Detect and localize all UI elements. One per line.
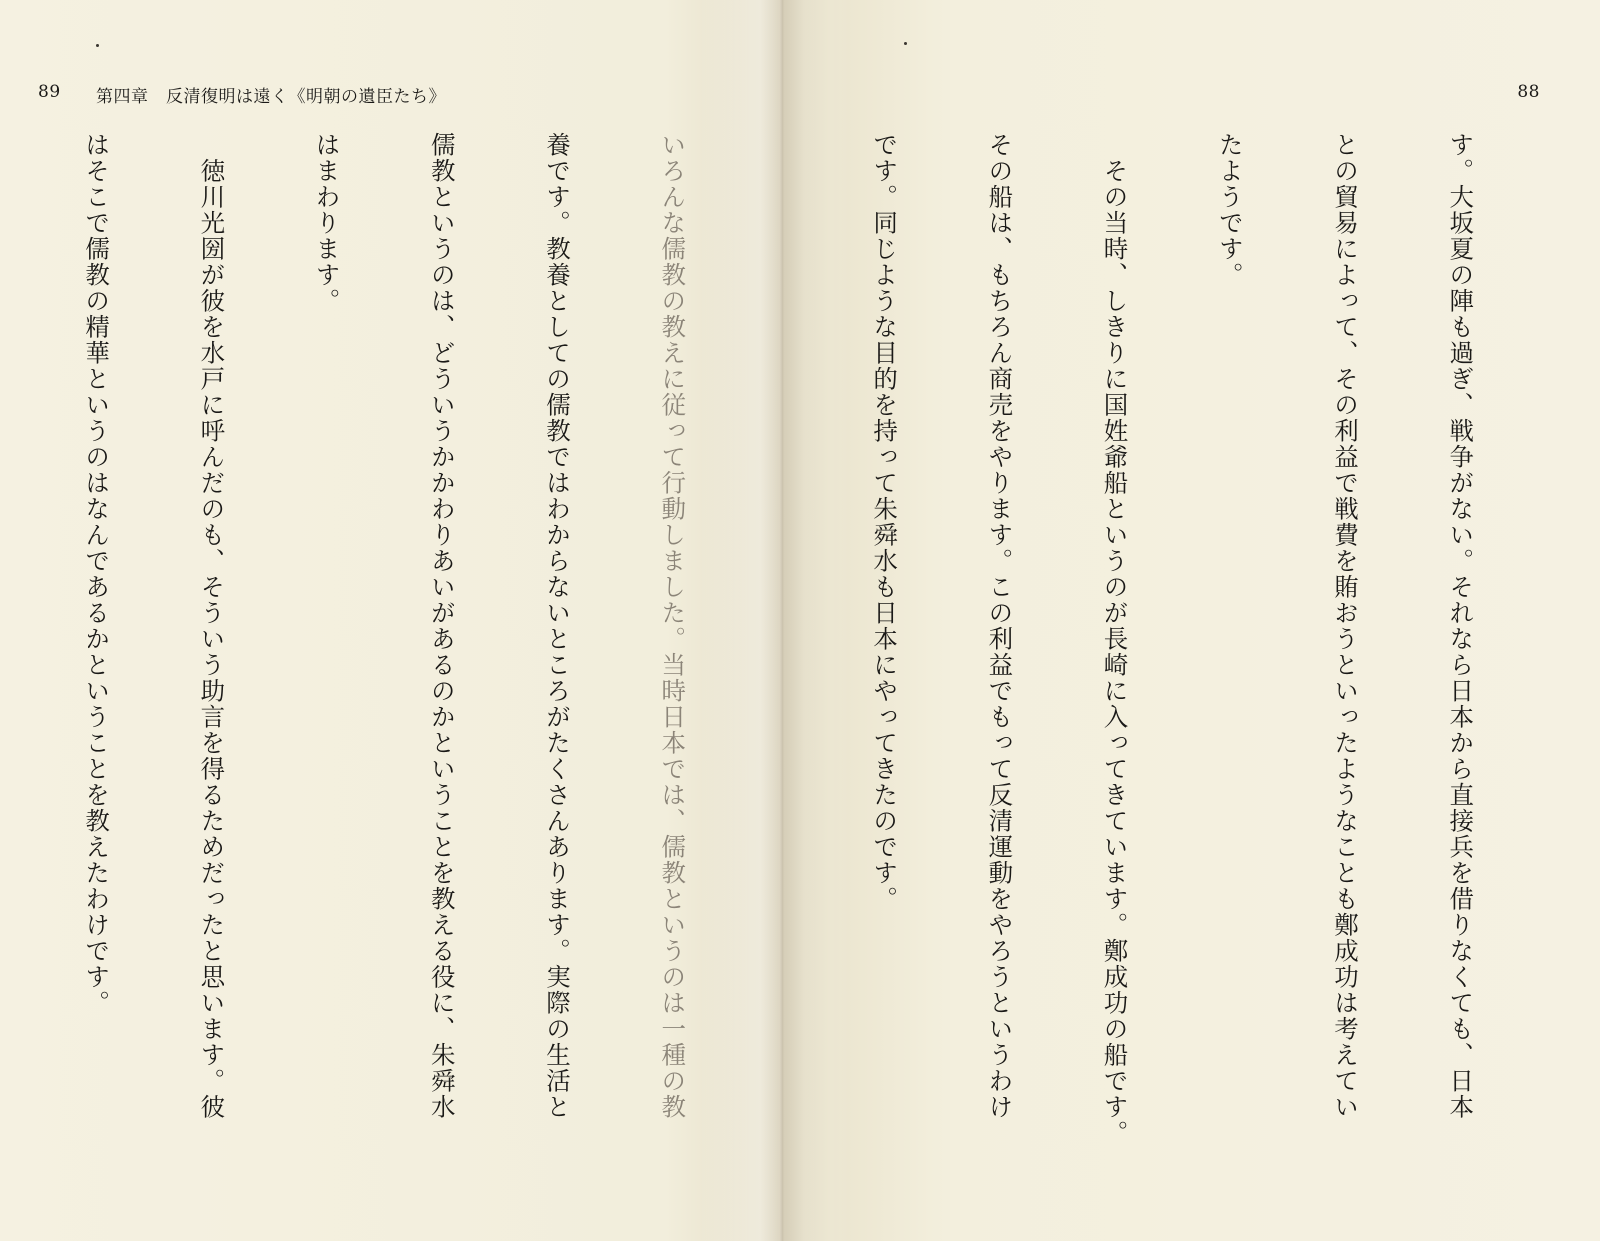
left-page	[0, 0, 782, 1241]
paper-speck	[904, 42, 907, 45]
right-page	[782, 0, 1600, 1241]
text-column: です。同じような目的を持って朱舜水も日本にやってきたのです。	[870, 132, 900, 912]
text-column: 儒教というのは、どういうかかわりあいがあるのかということを教える役に、朱舜水	[427, 132, 457, 1120]
running-title: 第四章 反清復明は遠く《明朝の遺臣たち》	[96, 87, 446, 107]
left-page-body	[0, 132, 768, 1237]
paper-speck	[96, 44, 99, 47]
text-column: たようです。	[1215, 132, 1245, 288]
right-page-body	[782, 132, 1556, 1237]
text-column: その当時、しきりに国姓爺船というのが長崎に入ってきています。鄭成功の船です。	[1100, 132, 1130, 1146]
text-column: いろんな儒教の教えに従って行動しました。当時日本では、儒教というのは一種の教	[658, 132, 688, 1120]
text-column: す。大坂夏の陣も過ぎ、戦争がない。それなら日本から直接兵を借りなくても、日本	[1446, 132, 1476, 1120]
right-page-number: 88	[1517, 82, 1540, 102]
text-column: 養です。教養としての儒教ではわからないところがたくさんあります。実際の生活と	[542, 132, 572, 1120]
text-column: 徳川光圀が彼を水戸に呼んだのも、そういう助言を得るためだったと思います。彼	[197, 132, 227, 1120]
left-page-number: 89	[38, 82, 61, 102]
text-column: その船は、もちろん商売をやります。この利益でもって反清運動をやろうというわけ	[985, 132, 1015, 1120]
text-column: はまわります。	[312, 132, 342, 314]
text-column: はそこで儒教の精華というのはなんであるかということを教えたわけです。	[82, 132, 112, 1016]
text-column: との貿易によって、その利益で戦費を賄おうといったようなことも鄭成功は考えてい	[1330, 132, 1360, 1120]
book-gutter	[760, 0, 804, 1241]
